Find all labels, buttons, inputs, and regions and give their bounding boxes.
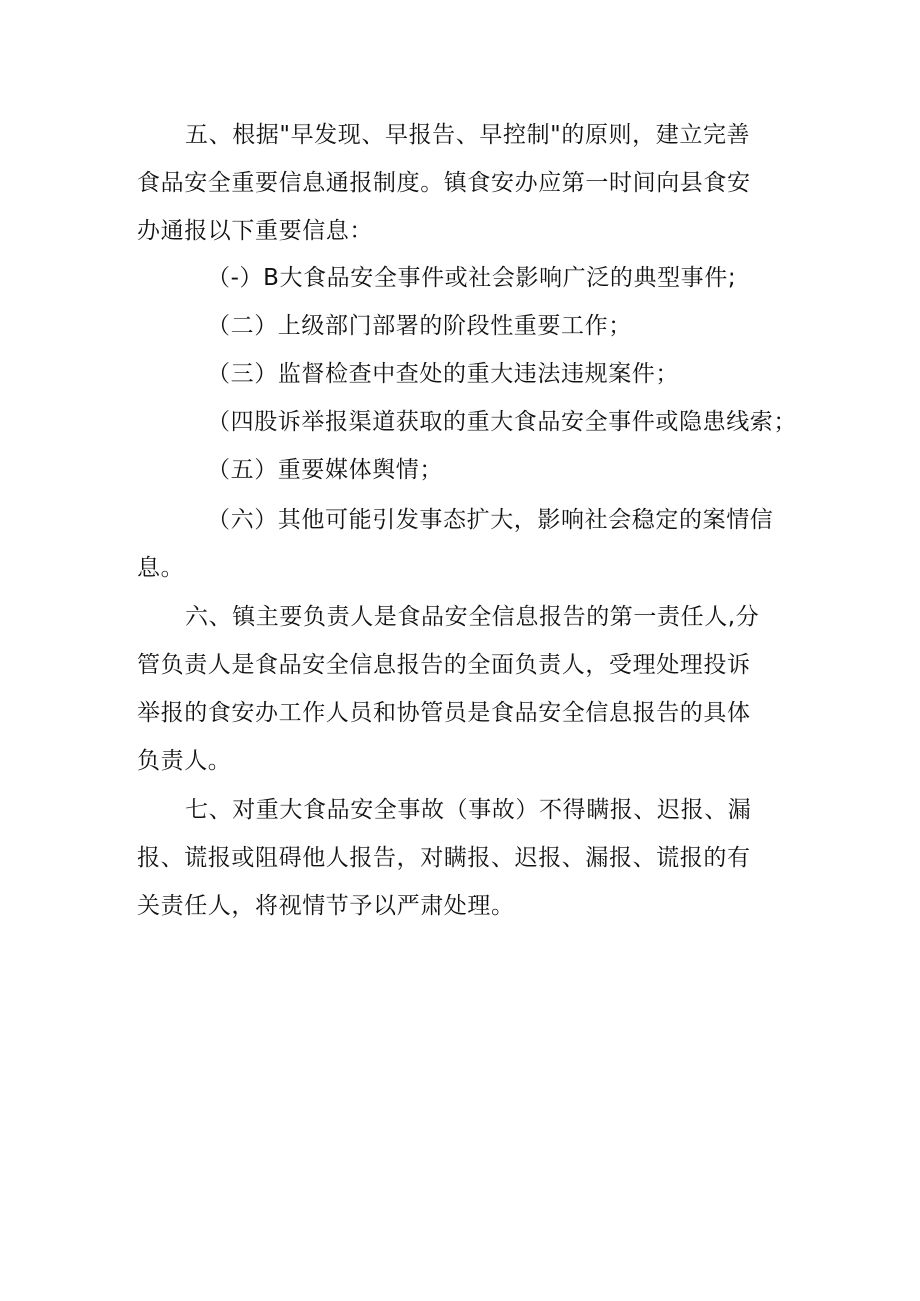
list-item-1: （-）B大食品安全事件或社会影响广泛的典型事件;	[207, 265, 737, 291]
list-item-2: （二）上级部门部署的阶段性重要工作；	[207, 313, 632, 339]
paragraph-5-line-1: 五、根据"早发现、早报告、早控制"的原则，建立完善	[185, 122, 751, 148]
paragraph-6-line-4: 负责人。	[137, 748, 232, 774]
list-item-3: （三）监督检查中查处的重大违法违规案件；	[207, 361, 679, 387]
list-item-4: （四股诉举报渠道获取的重大食品安全事件或隐患线索；	[207, 409, 797, 435]
list-item-5: （五）重要媒体舆情；	[207, 457, 443, 483]
paragraph-7-line-2: 报、谎报或阻碍他人报告，对瞒报、迟报、漏报、谎报的有	[137, 845, 751, 871]
paragraph-7-line-3: 关责任人，将视情节予以严肃处理。	[137, 893, 515, 919]
list-item-6-line-1: （六）其他可能引发事态扩大，影响社会稳定的案情信	[207, 507, 774, 533]
paragraph-6-line-2: 管负责人是食品安全信息报告的全面负责人，受理处理投诉	[137, 652, 751, 678]
paragraph-5-line-2: 食品安全重要信息通报制度。镇食安办应第一时间向县食安	[137, 170, 751, 196]
paragraph-5-line-3: 办通报以下重要信息：	[137, 218, 373, 244]
paragraph-7-line-1: 七、对重大食品安全事故（事故）不得瞒报、迟报、漏	[185, 797, 752, 823]
paragraph-6-line-3: 举报的食安办工作人员和协管员是食品安全信息报告的具体	[137, 700, 751, 726]
list-item-6-line-2: 息。	[137, 555, 185, 581]
paragraph-6-line-1: 六、镇主要负责人是食品安全信息报告的第一责任人,分	[185, 604, 760, 630]
